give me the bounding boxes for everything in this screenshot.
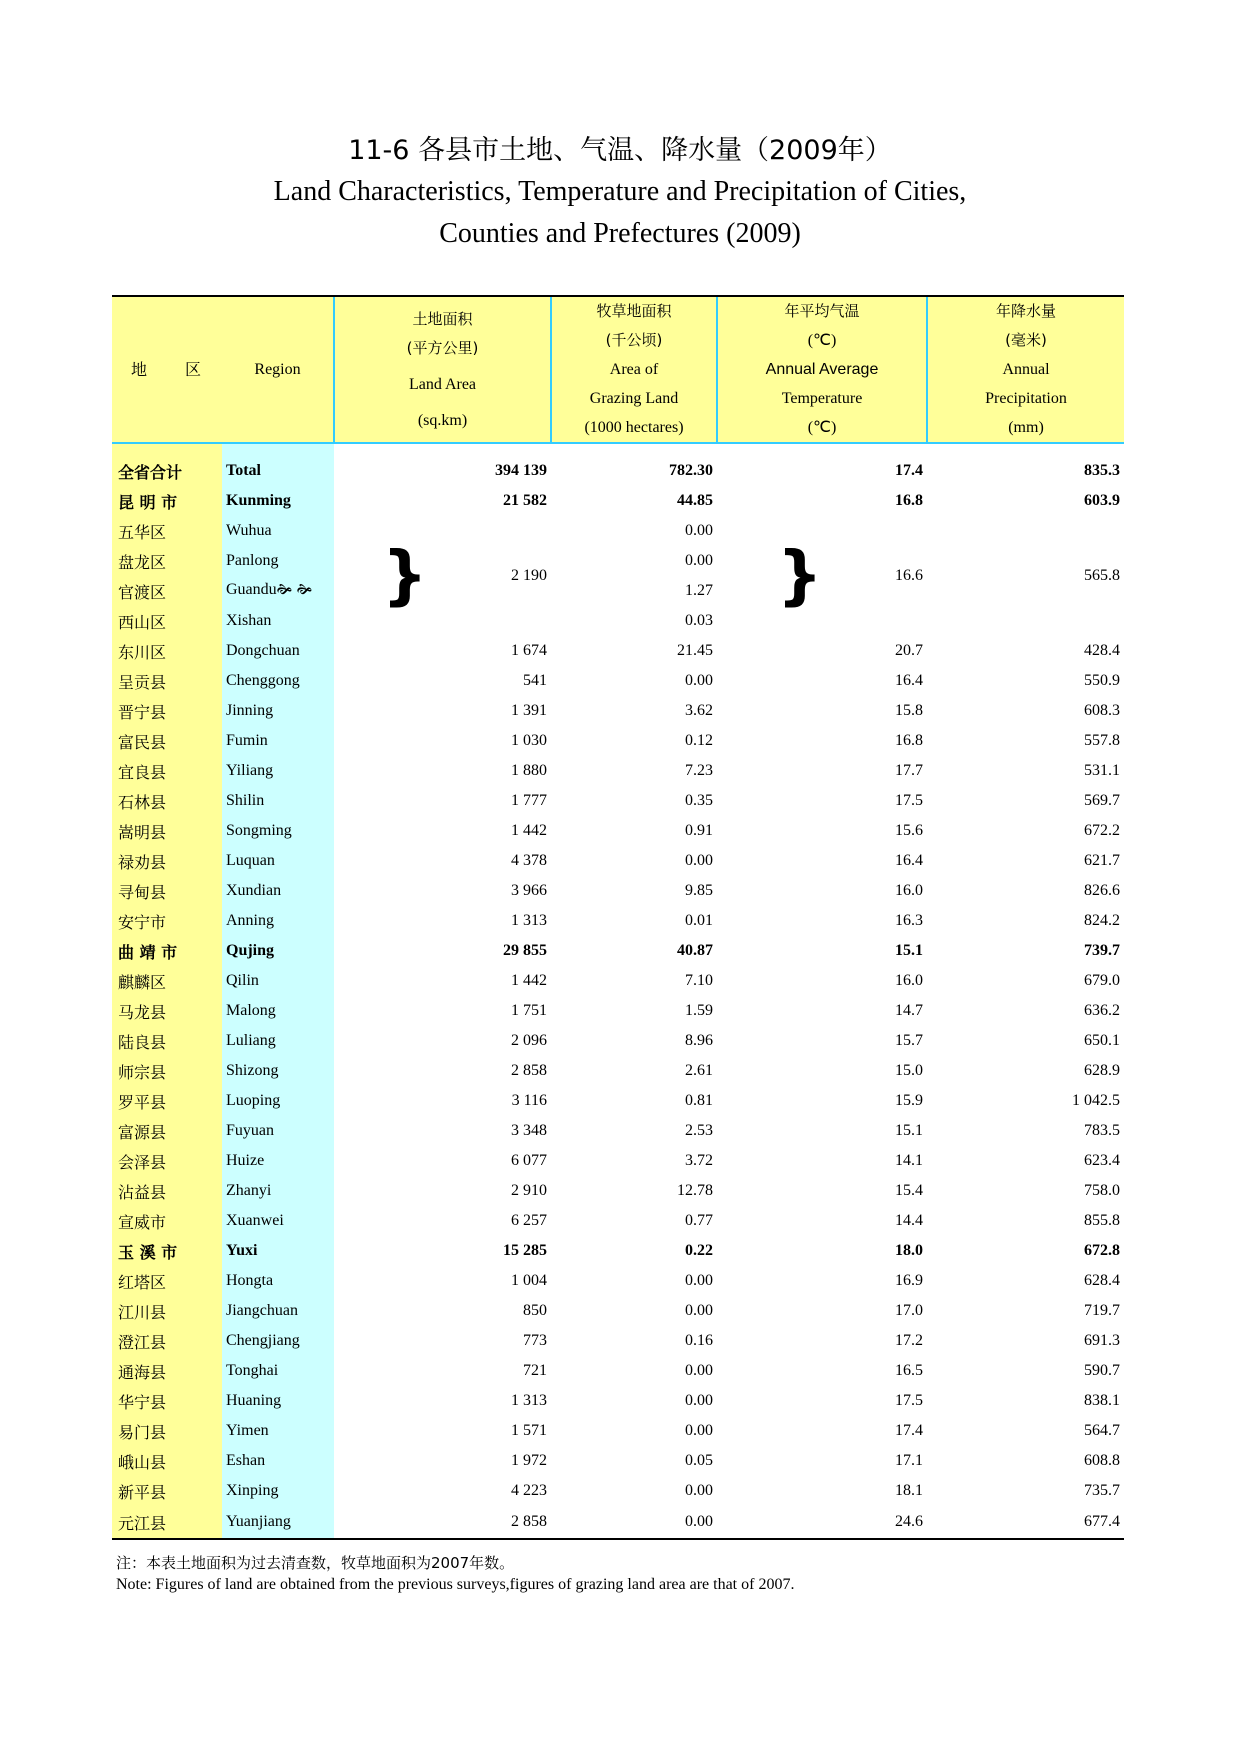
- statistics-table: [112, 295, 1124, 1540]
- region-name-cn: 富民县: [112, 726, 222, 756]
- table-row: [112, 1086, 1124, 1116]
- precipitation-cell: 691.3: [1084, 1332, 1120, 1349]
- table-row: [112, 816, 1124, 846]
- table-row: [112, 726, 1124, 756]
- table-row: [112, 1236, 1124, 1266]
- region-name-en: Xuanwei: [222, 1206, 334, 1236]
- precipitation-cell: 557.8: [1084, 732, 1120, 749]
- precipitation-cell: 672.8: [1084, 1242, 1120, 1259]
- land-area-cell: 1 004: [511, 1272, 547, 1289]
- land-area-cell: 4 223: [511, 1482, 547, 1499]
- grazing-land-cell: 1.27: [685, 582, 713, 599]
- region-name-en: Fumin: [222, 726, 334, 756]
- table-row: [112, 1296, 1124, 1326]
- region-name-cn: 安宁市: [112, 906, 222, 936]
- grazing-land-cell: 0.03: [685, 612, 713, 629]
- grazing-land-cell: 40.87: [677, 942, 713, 959]
- region-name-cn: 晋宁县: [112, 696, 222, 726]
- grazing-land-cell: 2.53: [685, 1122, 713, 1139]
- table-row: [112, 1506, 1124, 1539]
- table-row: [112, 696, 1124, 726]
- grazing-land-cell: 0.00: [551, 1506, 717, 1539]
- grazing-land-cell: 782.30: [669, 462, 713, 479]
- land-area-cell: } 2 190: [382, 539, 547, 613]
- region-name-en: Malong: [222, 996, 334, 1026]
- table-row: [112, 1026, 1124, 1056]
- temperature-cell: 17.4: [895, 462, 923, 479]
- precipitation-cell: 679.0: [1084, 972, 1120, 989]
- precipitation-cell: 650.1: [1084, 1032, 1120, 1049]
- land-area-cell: 2 910: [511, 1182, 547, 1199]
- region-name-cn: 陆良县: [112, 1026, 222, 1056]
- region-name-en: Kunming: [222, 486, 334, 516]
- grazing-land-cell: 0.81: [685, 1092, 713, 1109]
- land-area-cell: 4 378: [511, 852, 547, 869]
- precipitation-cell: 608.3: [1084, 702, 1120, 719]
- grazing-land-cell: 0.00: [685, 672, 713, 689]
- table-row: [112, 1056, 1124, 1086]
- grazing-land-cell: 0.77: [685, 1212, 713, 1229]
- temperature-cell: 15.6: [895, 822, 923, 839]
- grazing-land-cell: 0.05: [685, 1452, 713, 1469]
- land-area-cell: 1 313: [511, 912, 547, 929]
- region-name-en: Chengjiang: [222, 1326, 334, 1356]
- region-name-en: Fuyuan: [222, 1116, 334, 1146]
- land-area-cell: 850: [523, 1302, 547, 1319]
- group-brace: }: [777, 539, 823, 613]
- header-land-area: 土地面积 (平方公里) Land Area (sq.km): [334, 296, 551, 443]
- land-area-cell: 1 391: [511, 702, 547, 719]
- region-name-en: Songming: [222, 816, 334, 846]
- region-name-en: Huize: [222, 1146, 334, 1176]
- grazing-land-cell: 0.00: [685, 1302, 713, 1319]
- precipitation-cell: 569.7: [1084, 792, 1120, 809]
- temperature-cell: 16.0: [895, 882, 923, 899]
- table-row: [112, 1326, 1124, 1356]
- temperature-cell: 15.1: [895, 942, 923, 959]
- region-name-en: Jiangchuan: [222, 1296, 334, 1326]
- table-row: [112, 1386, 1124, 1416]
- table-row: [112, 1176, 1124, 1206]
- header-temperature: 年平均气温 (℃) Annual Average Temperature (℃): [717, 296, 927, 443]
- region-name-en: Qujing: [222, 936, 334, 966]
- temperature-cell: 16.5: [895, 1362, 923, 1379]
- land-area-cell: 1 777: [511, 792, 547, 809]
- header-region-cn: 地 区: [112, 296, 222, 443]
- region-name-en: Luliang: [222, 1026, 334, 1056]
- temperature-cell: 20.7: [895, 642, 923, 659]
- land-area-cell: 1 442: [511, 822, 547, 839]
- region-name-cn: 曲 靖 市: [112, 936, 222, 966]
- table-row: [112, 1146, 1124, 1176]
- region-name-cn: 昆 明 市: [112, 486, 222, 516]
- precipitation-cell: 826.6: [1084, 882, 1120, 899]
- grazing-land-cell: 0.00: [685, 1272, 713, 1289]
- grazing-land-cell: 0.16: [685, 1332, 713, 1349]
- land-area-cell: 2 858: [511, 1062, 547, 1079]
- region-name-en: Eshan: [222, 1446, 334, 1476]
- table-row: [112, 906, 1124, 936]
- grazing-land-cell: 0.91: [685, 822, 713, 839]
- land-area-cell: 394 139: [495, 462, 547, 479]
- region-name-cn: 全省合计: [112, 443, 222, 486]
- land-area-cell: 1 972: [511, 1452, 547, 1469]
- table-row: [112, 443, 1124, 486]
- page-title-en-line1: Land Characteristics, Temperature and Precipitation of Cities,: [273, 176, 967, 207]
- temperature-cell: 15.9: [895, 1092, 923, 1109]
- table-row: [112, 846, 1124, 876]
- precipitation-cell: 636.2: [1084, 1002, 1120, 1019]
- land-area-cell: 1 571: [511, 1422, 547, 1439]
- land-area-cell: 3 966: [511, 882, 547, 899]
- region-name-en: Tonghai: [222, 1356, 334, 1386]
- grazing-land-cell: 3.62: [685, 702, 713, 719]
- grazing-land-cell: 0.01: [685, 912, 713, 929]
- table-row: [112, 1356, 1124, 1386]
- region-name-cn: 澄江县: [112, 1326, 222, 1356]
- temperature-cell: 16.9: [895, 1272, 923, 1289]
- temperature-cell: 17.0: [895, 1302, 923, 1319]
- region-name-en: Zhanyi: [222, 1176, 334, 1206]
- precipitation-cell: 739.7: [1084, 942, 1120, 959]
- land-area-cell: 1 751: [511, 1002, 547, 1019]
- table-row: [112, 1116, 1124, 1146]
- region-name-cn: 师宗县: [112, 1056, 222, 1086]
- precipitation-cell: 855.8: [1084, 1212, 1120, 1229]
- region-name-en: Jinning: [222, 696, 334, 726]
- table-row: [112, 966, 1124, 996]
- temperature-cell: 18.0: [895, 1242, 923, 1259]
- grazing-land-cell: 7.23: [685, 762, 713, 779]
- temperature-cell: 16.4: [895, 852, 923, 869]
- region-name-cn: 沾益县: [112, 1176, 222, 1206]
- table-row: [112, 666, 1124, 696]
- temperature-cell: 14.4: [895, 1212, 923, 1229]
- grazing-land-cell: 0.00: [685, 1362, 713, 1379]
- table-row: [112, 486, 1124, 516]
- table-row: [112, 876, 1124, 906]
- land-area-cell: 721: [523, 1362, 547, 1379]
- temperature-cell: 17.5: [895, 1392, 923, 1409]
- table-row: [112, 936, 1124, 966]
- grazing-land-cell: 1.59: [685, 1002, 713, 1019]
- region-name-en: Luquan: [222, 846, 334, 876]
- region-name-en: Wuhua: [222, 516, 334, 546]
- region-name-cn: 通海县: [112, 1356, 222, 1386]
- page-title-cn: 11-6 各县市土地、气温、降水量（2009年）: [348, 135, 892, 166]
- grazing-land-cell: 0.00: [685, 552, 713, 569]
- precipitation-cell: 824.2: [1084, 912, 1120, 929]
- grazing-land-cell: 0.00: [685, 1422, 713, 1439]
- footnote-en: Note: Figures of land are obtained from the previous surveys,figures of grazing land area are that of 2007.: [116, 1576, 795, 1593]
- region-name-en: Xundian: [222, 876, 334, 906]
- temperature-cell: 15.4: [895, 1182, 923, 1199]
- land-area-cell: 1 880: [511, 762, 547, 779]
- region-name-en: Panlong: [222, 546, 334, 576]
- region-name-en: Total: [222, 443, 334, 486]
- region-name-en: Guandu🙞 🙞: [222, 576, 334, 606]
- precipitation-cell: 590.7: [1084, 1362, 1120, 1379]
- temperature-cell: 14.7: [895, 1002, 923, 1019]
- precipitation-cell: 719.7: [1084, 1302, 1120, 1319]
- table-row: [112, 786, 1124, 816]
- land-area-cell: 773: [523, 1332, 547, 1349]
- temperature-cell: 16.8: [895, 732, 923, 749]
- region-name-en: Yimen: [222, 1416, 334, 1446]
- grazing-land-cell: 12.78: [677, 1182, 713, 1199]
- region-name-cn: 易门县: [112, 1416, 222, 1446]
- region-name-cn: 呈贡县: [112, 666, 222, 696]
- temperature-cell: 17.4: [895, 1422, 923, 1439]
- region-name-en: Qilin: [222, 966, 334, 996]
- temperature-cell: 16.8: [895, 492, 923, 509]
- table-body: [112, 443, 1124, 1539]
- precipitation-cell: 838.1: [1084, 1392, 1120, 1409]
- region-name-cn: 西山区: [112, 606, 222, 636]
- land-area-cell: 6 257: [511, 1212, 547, 1229]
- region-name-cn: 五华区: [112, 516, 222, 546]
- temperature-cell: 16.4: [895, 672, 923, 689]
- region-name-cn: 寻甸县: [112, 876, 222, 906]
- precipitation-cell: 672.2: [1084, 822, 1120, 839]
- table-row: [112, 1476, 1124, 1506]
- temperature-cell: 15.1: [895, 1122, 923, 1139]
- region-name-cn: 东川区: [112, 636, 222, 666]
- precipitation-cell: 428.4: [1084, 642, 1120, 659]
- temperature-cell: 16.3: [895, 912, 923, 929]
- region-name-en: Luoping: [222, 1086, 334, 1116]
- temperature-cell: 15.7: [895, 1032, 923, 1049]
- precipitation-cell: 565.8: [1084, 567, 1120, 584]
- region-name-cn: 马龙县: [112, 996, 222, 1026]
- region-name-cn: 禄劝县: [112, 846, 222, 876]
- precipitation-cell: 835.3: [1084, 462, 1120, 479]
- land-area-cell: 3 116: [511, 1092, 547, 1109]
- grazing-land-cell: 3.72: [685, 1152, 713, 1169]
- region-name-cn: 宣威市: [112, 1206, 222, 1236]
- grazing-land-cell: 0.12: [685, 732, 713, 749]
- header-grazing-land: 牧草地面积 (千公顷) Area of Grazing Land (1000 hectares): [551, 296, 717, 443]
- table-row: [112, 996, 1124, 1026]
- precipitation-cell: 628.9: [1084, 1062, 1120, 1079]
- region-name-en: Hongta: [222, 1266, 334, 1296]
- precipitation-cell: 628.4: [1084, 1272, 1120, 1289]
- region-name-cn: 宜良县: [112, 756, 222, 786]
- table-row: [112, 1416, 1124, 1446]
- region-name-cn: 元江县: [112, 1506, 222, 1539]
- land-area-cell: 6 077: [511, 1152, 547, 1169]
- land-area-cell: 1 674: [511, 642, 547, 659]
- precipitation-cell: 603.9: [1084, 492, 1120, 509]
- table-row: [112, 1206, 1124, 1236]
- region-name-cn: 会泽县: [112, 1146, 222, 1176]
- temperature-cell: 17.7: [895, 762, 923, 779]
- precipitation-cell: 550.9: [1084, 672, 1120, 689]
- temperature-cell: 17.5: [895, 792, 923, 809]
- land-area-cell: 541: [523, 672, 547, 689]
- grazing-land-cell: 0.00: [685, 522, 713, 539]
- table-row: [112, 756, 1124, 786]
- region-name-en: Chenggong: [222, 666, 334, 696]
- page-title-en-line2: Counties and Prefectures (2009): [439, 218, 801, 249]
- region-name-cn: 麒麟区: [112, 966, 222, 996]
- region-name-cn: 江川县: [112, 1296, 222, 1326]
- region-name-en: Anning: [222, 906, 334, 936]
- region-name-en: Yiliang: [222, 756, 334, 786]
- land-area-cell: 21 582: [503, 492, 547, 509]
- region-name-cn: 罗平县: [112, 1086, 222, 1116]
- region-name-en: Dongchuan: [222, 636, 334, 666]
- grazing-land-cell: 8.96: [685, 1032, 713, 1049]
- grazing-land-cell: 0.00: [685, 852, 713, 869]
- footnote-cn: 注：本表土地面积为过去清查数，牧草地面积为2007年数。: [116, 1554, 515, 1572]
- temperature-cell: 24.6: [717, 1506, 927, 1539]
- table-header-row: [112, 296, 1124, 443]
- precipitation-cell: 608.8: [1084, 1452, 1120, 1469]
- region-name-cn: 盘龙区: [112, 546, 222, 576]
- ornament-mark: 🙞 🙞: [276, 582, 313, 598]
- temperature-cell: 14.1: [895, 1152, 923, 1169]
- precipitation-cell: 531.1: [1084, 762, 1120, 779]
- land-area-cell: 29 855: [503, 942, 547, 959]
- table-row: [112, 1446, 1124, 1476]
- header-precipitation: 年降水量 (毫米) Annual Precipitation (mm): [927, 296, 1124, 443]
- region-name-en: Yuxi: [222, 1236, 334, 1266]
- region-name-en: Shilin: [222, 786, 334, 816]
- grazing-land-cell: 0.00: [685, 1482, 713, 1499]
- region-name-cn: 新平县: [112, 1476, 222, 1506]
- grazing-land-cell: 21.45: [677, 642, 713, 659]
- grazing-land-cell: 0.35: [685, 792, 713, 809]
- land-area-cell: 2 858: [334, 1506, 551, 1539]
- region-name-en: Xishan: [222, 606, 334, 636]
- region-name-cn: 华宁县: [112, 1386, 222, 1416]
- table-row: [112, 516, 1124, 546]
- temperature-cell: 16.0: [895, 972, 923, 989]
- precipitation-cell: 783.5: [1084, 1122, 1120, 1139]
- region-name-en: Huaning: [222, 1386, 334, 1416]
- land-area-cell: 15 285: [503, 1242, 547, 1259]
- region-name-cn: 石林县: [112, 786, 222, 816]
- grazing-land-cell: 2.61: [685, 1062, 713, 1079]
- region-name-en: Yuanjiang: [222, 1506, 334, 1539]
- table-row: [112, 1266, 1124, 1296]
- temperature-cell: 17.2: [895, 1332, 923, 1349]
- grazing-land-cell: 0.00: [685, 1392, 713, 1409]
- land-area-cell: 2 096: [511, 1032, 547, 1049]
- grazing-land-cell: 9.85: [685, 882, 713, 899]
- temperature-cell: } 16.6: [777, 539, 923, 613]
- grazing-land-cell: 0.22: [685, 1242, 713, 1259]
- temperature-cell: 17.1: [895, 1452, 923, 1469]
- grazing-land-cell: 7.10: [685, 972, 713, 989]
- precipitation-cell: 621.7: [1084, 852, 1120, 869]
- precipitation-cell: 623.4: [1084, 1152, 1120, 1169]
- land-area-cell: 3 348: [511, 1122, 547, 1139]
- table-row: [112, 636, 1124, 666]
- precipitation-cell: 758.0: [1084, 1182, 1120, 1199]
- land-area-cell: 1 030: [511, 732, 547, 749]
- grazing-land-cell: 44.85: [677, 492, 713, 509]
- precipitation-cell: 735.7: [1084, 1482, 1120, 1499]
- temperature-cell: 15.8: [895, 702, 923, 719]
- group-brace: }: [382, 539, 428, 613]
- region-name-en: Xinping: [222, 1476, 334, 1506]
- precipitation-cell: 564.7: [1084, 1422, 1120, 1439]
- region-name-cn: 玉 溪 市: [112, 1236, 222, 1266]
- region-name-cn: 富源县: [112, 1116, 222, 1146]
- region-name-cn: 嵩明县: [112, 816, 222, 846]
- region-name-en: Shizong: [222, 1056, 334, 1086]
- precipitation-cell: 1 042.5: [1072, 1092, 1120, 1109]
- region-name-cn: 峨山县: [112, 1446, 222, 1476]
- land-area-cell: 1 442: [511, 972, 547, 989]
- header-region-en: Region: [222, 296, 334, 443]
- temperature-cell: 15.0: [895, 1062, 923, 1079]
- region-name-cn: 红塔区: [112, 1266, 222, 1296]
- precipitation-cell: 677.4: [927, 1506, 1124, 1539]
- temperature-cell: 18.1: [895, 1482, 923, 1499]
- region-name-cn: 官渡区: [112, 576, 222, 606]
- land-area-cell: 1 313: [511, 1392, 547, 1409]
